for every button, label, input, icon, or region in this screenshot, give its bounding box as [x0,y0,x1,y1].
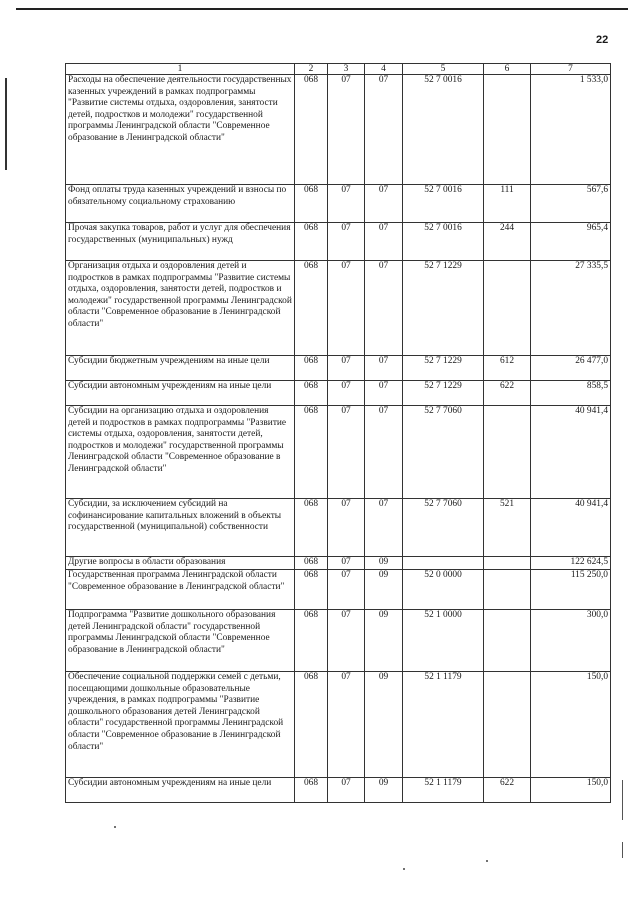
top-rule [16,8,628,10]
expense-type-code [484,75,531,185]
department-code: 068 [295,223,328,261]
amount: 115 250,0 [531,570,611,610]
target-code: 52 7 0016 [403,223,484,261]
right-margin-mark [622,842,623,858]
expense-type-code: 612 [484,356,531,381]
subsection-code: 09 [365,557,403,570]
right-margin-mark [622,780,623,820]
expense-type-code [484,672,531,778]
expense-name: Прочая закупка товаров, работ и услуг для обеспечения государственных (муниципальных) нужд [66,223,295,261]
table-row [66,223,611,261]
expense-type-code [484,557,531,570]
target-code: 52 1 1179 [403,672,484,778]
amount: 858,5 [531,381,611,406]
expense-type-code: 244 [484,223,531,261]
scan-speck [114,826,116,828]
expense-name: Подпрограмма "Развитие дошкольного образования детей Ленинградской области" государственной программы Ленинградской области "Современное образование в Ленинградской области" [66,610,295,672]
table-row [66,356,611,381]
scan-speck [486,860,488,862]
amount: 26 477,0 [531,356,611,381]
section-code: 07 [328,406,365,499]
column-header: 3 [328,64,365,75]
table-row [66,261,611,356]
expense-name: Фонд оплаты труда казенных учреждений и взносы по обязательному социальному страхованию [66,185,295,223]
expense-type-code: 622 [484,778,531,803]
section-code: 07 [328,672,365,778]
amount: 567,6 [531,185,611,223]
table-row [66,75,611,185]
department-code: 068 [295,778,328,803]
amount: 40 941,4 [531,499,611,557]
department-code: 068 [295,261,328,356]
subsection-code: 07 [365,185,403,223]
section-code: 07 [328,499,365,557]
table-row [66,557,611,570]
amount: 300,0 [531,610,611,672]
expense-type-code: 521 [484,499,531,557]
target-code: 52 7 1229 [403,381,484,406]
page-number: 22 [596,34,609,46]
section-code: 07 [328,223,365,261]
section-code: 07 [328,570,365,610]
target-code: 52 1 0000 [403,610,484,672]
section-code: 07 [328,557,365,570]
department-code: 068 [295,557,328,570]
target-code: 52 7 7060 [403,499,484,557]
section-code: 07 [328,356,365,381]
expense-type-code: 111 [484,185,531,223]
target-code: 52 0 0000 [403,570,484,610]
expense-name: Субсидии автономным учреждениям на иные цели [66,778,295,803]
expense-name: Субсидии, за исключением субсидий на софинансирование капитальных вложений в объекты государственной (муниципальной) собственности [66,499,295,557]
margin-mark [5,78,7,170]
expense-name: Государственная программа Ленинградской области "Современное образование в Ленинградской области" [66,570,295,610]
target-code: 52 7 1229 [403,261,484,356]
expense-type-code [484,610,531,672]
section-code: 07 [328,381,365,406]
column-header: 2 [295,64,328,75]
expense-type-code: 622 [484,381,531,406]
column-header: 5 [403,64,484,75]
target-code: 52 7 7060 [403,406,484,499]
expense-name: Расходы на обеспечение деятельности государственных казенных учреждений в рамках подпрограммы "Развитие системы отдыха, оздоровления, занятости детей, подростков и молодежи" государственной программы Ленинградской области "Современное образование в Ленинградской области" [66,75,295,185]
column-header: 7 [531,64,611,75]
table-row [66,381,611,406]
expense-name: Субсидии автономным учреждениям на иные цели [66,381,295,406]
scan-speck [403,868,405,870]
section-code: 07 [328,185,365,223]
column-header: 6 [484,64,531,75]
department-code: 068 [295,185,328,223]
department-code: 068 [295,570,328,610]
department-code: 068 [295,381,328,406]
header-row [66,64,611,75]
table-row [66,570,611,610]
amount: 1 533,0 [531,75,611,185]
target-code: 52 7 0016 [403,185,484,223]
column-header: 4 [365,64,403,75]
target-code: 52 7 1229 [403,356,484,381]
table-row [66,406,611,499]
subsection-code: 07 [365,381,403,406]
subsection-code: 07 [365,223,403,261]
target-code: 52 7 0016 [403,75,484,185]
subsection-code: 07 [365,406,403,499]
expense-name: Организация отдыха и оздоровления детей и подростков в рамках подпрограммы "Развитие системы отдыха, оздоровления, занятости детей, подростков и молодежи" государственной программы Ленинградской области "Современное образование в Ленинградской области" [66,261,295,356]
department-code: 068 [295,406,328,499]
department-code: 068 [295,75,328,185]
section-code: 07 [328,778,365,803]
column-header: 1 [66,64,295,75]
expense-name: Другие вопросы в области образования [66,557,295,570]
budget-table [65,63,611,803]
subsection-code: 09 [365,570,403,610]
amount: 150,0 [531,778,611,803]
amount: 965,4 [531,223,611,261]
expense-name: Субсидии бюджетным учреждениям на иные цели [66,356,295,381]
target-code [403,557,484,570]
section-code: 07 [328,261,365,356]
table-row [66,778,611,803]
amount: 122 624,5 [531,557,611,570]
table-row [66,672,611,778]
section-code: 07 [328,610,365,672]
expense-type-code [484,570,531,610]
expense-type-code [484,406,531,499]
subsection-code: 09 [365,778,403,803]
department-code: 068 [295,672,328,778]
expense-type-code [484,261,531,356]
subsection-code: 07 [365,261,403,356]
target-code: 52 1 1179 [403,778,484,803]
expense-name: Субсидии на организацию отдыха и оздоровления детей и подростков в рамках подпрограммы "Развитие системы отдыха, оздоровления, занятости детей, подростков и молодежи" государственной программы Ленинградской области "Современное образование в Ленинградской области" [66,406,295,499]
section-code: 07 [328,75,365,185]
expense-name: Обеспечение социальной поддержки семей с детьми, посещающими дошкольные образовательные учреждения, в рамках подпрограммы "Развитие дошкольного образования детей Ленинградской области" государственной программы Ленинградской области "Современное образование в Ленинградской области" [66,672,295,778]
amount: 40 941,4 [531,406,611,499]
table-row [66,610,611,672]
subsection-code: 07 [365,356,403,381]
table-row [66,185,611,223]
department-code: 068 [295,610,328,672]
subsection-code: 09 [365,610,403,672]
department-code: 068 [295,499,328,557]
subsection-code: 07 [365,75,403,185]
department-code: 068 [295,356,328,381]
table-row [66,499,611,557]
amount: 150,0 [531,672,611,778]
subsection-code: 09 [365,672,403,778]
amount: 27 335,5 [531,261,611,356]
subsection-code: 07 [365,499,403,557]
